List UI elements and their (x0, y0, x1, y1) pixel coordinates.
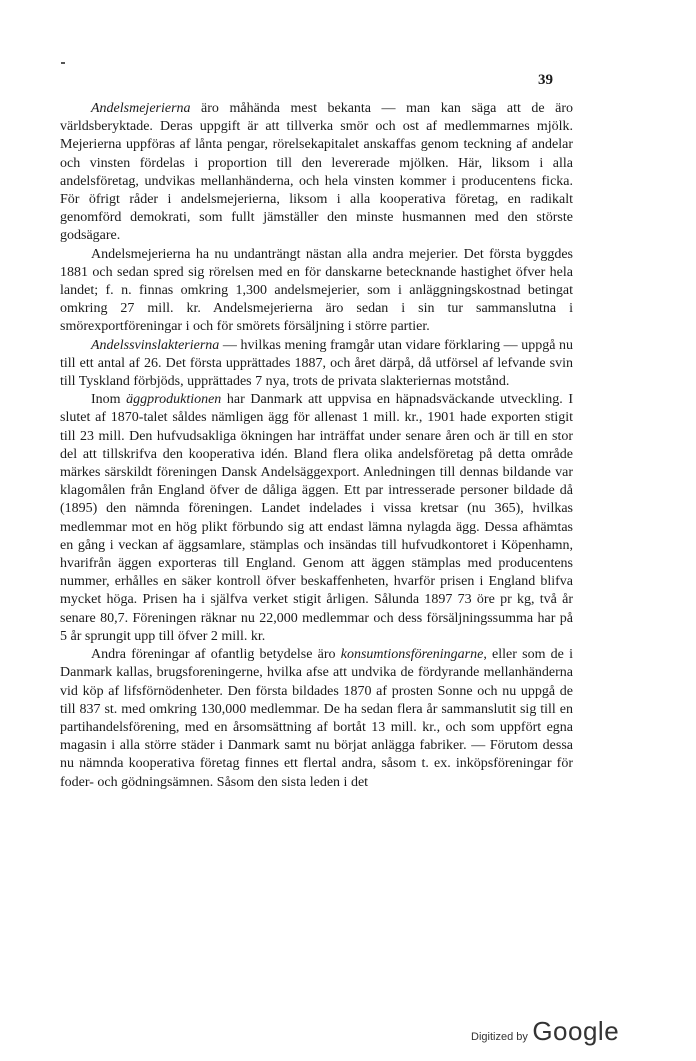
italic-term: Andelssvinslakterierna (91, 337, 220, 353)
ink-speck (61, 62, 65, 64)
italic-term: Andelsmejerierna (91, 101, 191, 116)
google-logo: Google (532, 1016, 620, 1046)
paragraph-svinslakterier: Andelssvinslakterierna — hvilkas mening framgår utan vidare förklaring — uppgå nu till ett antal af 26. Det första upprättades 1887, och året därpå, då utförsel af lefvande svin till Tyskland förbjöds, upprättades 7 nya, trots de privata slakteriernas motstånd. (60, 337, 573, 390)
paragraph-konsumtionsforeningar: Andra föreningar af ofantlig betydelse äro konsumtionsföreningarne, eller som de i Danmark kallas, brugsforeningerne, hvilka afse att undvika de fördyrande mellanhänderna vid köp af lifsförnödenheter. Den första bildades 1870 af prosten Sonne och nu uppgå de till 837 st. med omkring 130,000 medlemmar. De ha sedan flera år sammanslutit sig till en partihandelsförening, med en årsomsättning af bortåt 13 mill. kr., och som uppfört egna magasin i alla större städer i Danmark samt nu börjat anlägga fabriker. — Förutom dessa nu nämnda kooperativa företag finnes ett flertal andra, såsom t. ex. inköpsföreningar för foder- och gödningsämnen. Såsom den sista leden i det (60, 647, 573, 790)
italic-term: konsumtionsföreningarne (340, 647, 484, 663)
paragraph-andelsmejerierna: Andelsmejerierna äro måhända mest bekanta — man kan säga att de äro världsberyktade. Deras uppgift är att tillverka smör och ost af medlemmarnes mjölk. Mejerierna uppföras af lånta pengar, rörelsekapitalet anskaffas genom teckning af andelar och vinsten fördelas i proportion till den levererade mjölken. Här, liksom i alla andelsföretag, undvikas mellanhänderna, och hela vinsten kommer i producentens ficka. För öfrigt råder i andelsmejerierna, liksom i alla kooperativa företag, en radikalt genomförd demokrati, som fullt jämställer den minste husmannen med den störste godsägare. (60, 101, 573, 244)
body-text (60, 100, 573, 792)
paragraph-mejerier-history: Andelsmejerierna ha nu undanträngt nästan alla andra mejerier. Det första byggdes 1881 och sedan spred sig rörelsen med en för danskarne betecknande hastighet öfver hela landet; f. n. finnas omkring 1,300 andelsmejerier, som i anläggningskostnad betingat omkring 27 mill. kr. Andelsmejerierna äro sedan i sin tur sammanslutna i smörexportföreningar i och för smörets försäljning i större partier. (60, 246, 573, 335)
page-number: 39 (538, 72, 553, 88)
paragraph-aggproduktion: Inom äggproduktionen har Danmark att uppvisa en häpnadsväckande utveckling. I slutet af 1870-talet såldes nämligen ägg för allenast 1 mill. kr., 1901 hade exporten stigit till 23 mill. Den hufvudsakliga ökningen har inträffat under senare åren och är till en stor del att tillskrifva den kooperativa idén. Bland flera olika andelsföretag på detta område märkes särskildt föreningen Dansk Andelsäggexport. Anledningen till dennas bildande var klagomålen från England öfver de dåliga äggen. Ett par intresserade personer bildade då (1895) den nämnda föreningen. Landet indelades i vissa kretsar (nu 365), hvilkas medlemmar mot en hög plikt förbundo sig att endast lämna nylagda ägg. Dessa afhämtas en gång i veckan af äggsamlare, stämplas och insändas till hufvudkontoret i Köpenhamn, hvarifrån äggen exporteras till England. Genom att äggen stämplas med producentens nummer, erhålles en säker kontroll öfver beskaffenheten, hvarför prisen i England blifva mycket höga. Prisen ha i själfva verket stigit årligen. Sålunda 1897 73 öre pr kg, två år senare 80,7. Föreningen räknar nu 22,000 medlemmar och dess försäljningssumma har på 5 år sprungit upp till öfver 2 mill. kr. (60, 392, 573, 644)
digitized-by-google-watermark (471, 1016, 619, 1047)
italic-term: äggproduktionen (126, 392, 222, 408)
digitized-by-label: Digitized by (471, 1031, 528, 1043)
